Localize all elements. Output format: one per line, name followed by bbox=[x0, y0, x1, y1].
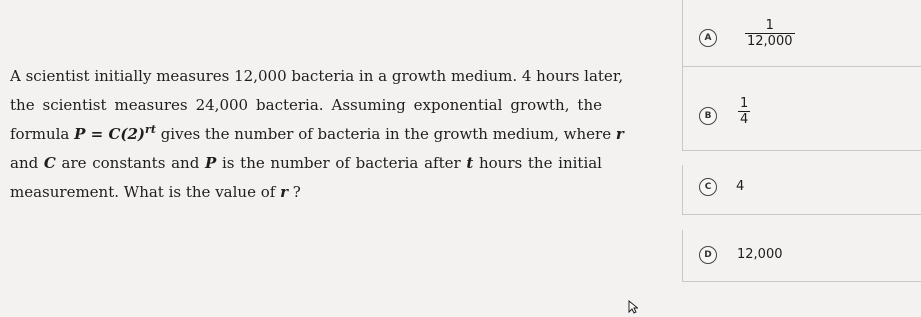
question-line-3: formula $P = C(2)^{rt}$ gives the number of bacteria in the growth medium, where r bbox=[10, 123, 624, 143]
question-line-4: and C are constants and P is the number of bacteria after t hours the initial bbox=[10, 154, 602, 172]
choice-c-value: 4 bbox=[736, 179, 745, 194]
choice-b-fraction: 1 4 bbox=[740, 96, 749, 127]
choice-letter-c: C bbox=[699, 178, 717, 196]
answer-choices bbox=[682, 0, 921, 317]
choice-b[interactable] bbox=[682, 67, 921, 151]
mouse-cursor-icon bbox=[628, 300, 638, 314]
choice-a-fraction: 1 12,000 bbox=[747, 18, 793, 49]
choice-letter-a: A bbox=[699, 29, 717, 47]
formula: $P = C(2)^{rt}$ bbox=[74, 123, 156, 143]
choice-c[interactable] bbox=[682, 165, 921, 215]
question-line-2: the scientist measures 24,000 bacteria. Assuming exponential growth, the bbox=[10, 96, 602, 114]
question-line-5: measurement. What is the value of r ? bbox=[10, 183, 301, 201]
choice-d[interactable] bbox=[682, 230, 921, 282]
choice-letter-d: D bbox=[699, 246, 717, 264]
question-text bbox=[10, 62, 624, 207]
question-line-1: A scientist initially measures 12,000 bacteria in a growth medium. 4 hours later, bbox=[10, 67, 624, 85]
choice-a[interactable] bbox=[682, 0, 921, 67]
choice-d-value: 12,000 bbox=[737, 247, 783, 262]
choice-letter-b: B bbox=[699, 107, 717, 125]
